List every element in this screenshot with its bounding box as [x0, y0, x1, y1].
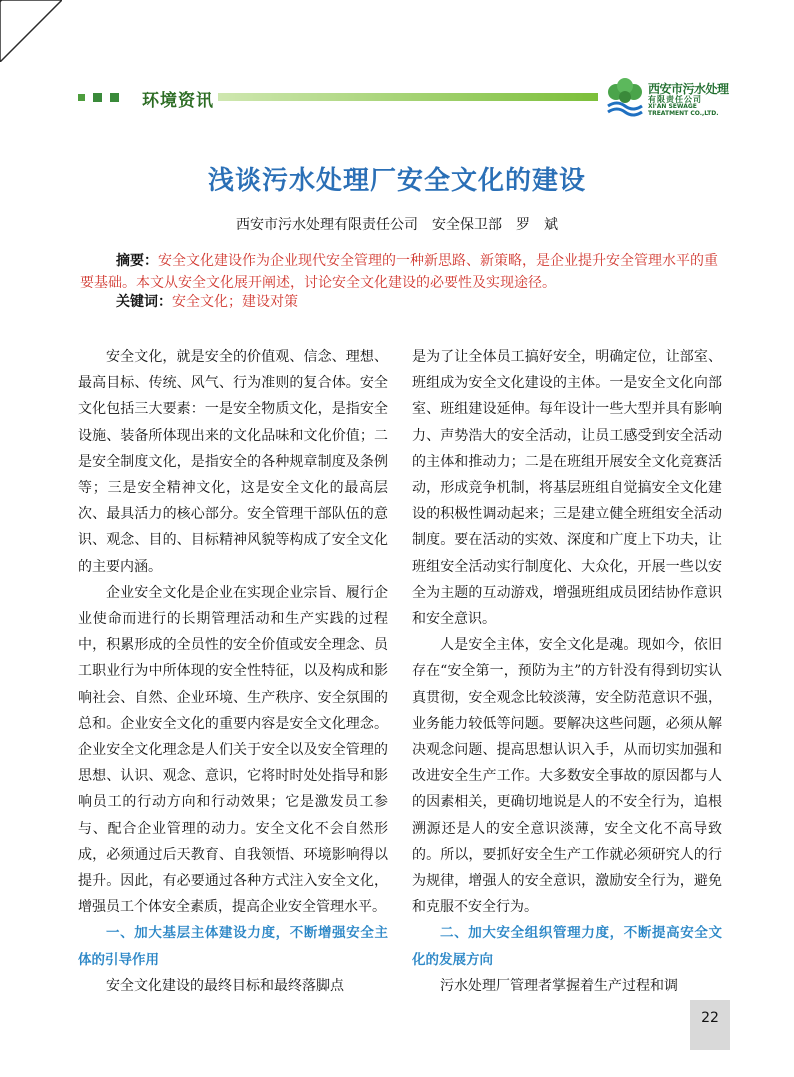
header-gradient-bar	[218, 93, 598, 101]
body-column-left	[78, 344, 388, 999]
header-decoration-squares	[78, 93, 119, 102]
body-paragraph: 安全文化建设的最终目标和最终落脚点	[106, 977, 344, 994]
article-title: 浅谈污水处理厂安全文化的建设	[207, 166, 586, 196]
logo-name-en	[648, 103, 718, 117]
company-logo	[604, 76, 754, 120]
body-column-right	[412, 344, 722, 999]
logo-name-cn-sub: 有限责任公司	[648, 95, 702, 104]
body-paragraph: 污水处理厂管理者掌握着生产过程和调	[440, 977, 678, 994]
corner-decoration	[0, 0, 62, 62]
abstract	[80, 250, 730, 294]
body-paragraph: 企业安全文化是企业在实现企业宗旨、履行企业使命而进行的长期管理活动和生产实践的过程中，积累形成的全员性的安全价值或安全理念、员工职业行为中所体现的安全性特征，以及构成和影响社会、自然、企业环境、生产秩序、安全氛围的总和。企业安全文化的重要内容是安全文化理念。企业安全文化理念是人们关于安全以及安全管理的思想、认识、观念、意识，它将时时处处指导和影响员工的行动方向和行动效果；它是激发员工参与、配合企业管理的动力。安全文化不会自然形成，必须通过后天教育、自我领悟、环境影响得以提升。因此，有必要通过各种方式注入安全文化，增强员工个体安全素质，提高企业安全管理水平。	[78, 584, 388, 916]
header-square	[78, 94, 85, 101]
keywords	[116, 292, 716, 312]
section-heading-1: 一、加大基层主体建设力度，不断增强安全主体的引导作用	[78, 925, 388, 968]
logo-name-en-line1: XI'AN SEWAGE	[648, 103, 697, 110]
section-title: 环境资讯	[142, 91, 214, 111]
article-byline: 西安市污水处理有限责任公司 安全保卫部 罗 斌	[236, 217, 558, 233]
keywords-text: 安全文化；建设对策	[172, 294, 298, 310]
header-square	[93, 93, 102, 102]
page-number: 22	[690, 1000, 730, 1050]
abstract-text: 安全文化建设作为企业现代安全管理的一种新思路、新策略，是企业提升安全管理水平的重要基础。本文从安全文化展开阐述，讨论安全文化建设的必要性及实现途径。	[80, 253, 718, 291]
keywords-label: 关键词：	[116, 294, 172, 310]
section-heading-2: 二、加大安全组织管理力度，不断提高安全文化的发展方向	[412, 925, 722, 968]
logo-name-cn: 西安市污水处理	[648, 82, 729, 96]
body-paragraph: 是为了让全体员工搞好安全，明确定位，让部室、班组成为安全文化建设的主体。一是安全文化向部室、班组建设延伸。每年设计一些大型并具有影响力、声势浩大的安全活动，让员工感受到安全活动的主体和推动力；二是在班组开展安全文化竞赛活动，形成竞争机制，将基层班组自觉搞安全文化建设的积极性调动起来；三是建立健全班组安全活动制度。要在活动的实效、深度和广度上下功夫，让班组安全活动实行制度化、大众化，开展一些以安全为主题的互动游戏，增强班组成员团结协作意识和安全意识。	[412, 349, 722, 628]
abstract-label: 摘要：	[116, 253, 158, 269]
body-paragraph: 安全文化，就是安全的价值观、信念、理想、最高目标、传统、风气、行为准则的复合体。安全文化包括三大要素：一是安全物质文化，是指安全设施、装备所体现出来的文化品味和文化价值；二是安全制度文化，是指安全的各种规章制度及条例等；三是安全精神文化，这是安全文化的最高层次、最具活力的核心部分。安全管理干部队伍的意识、观念、目的、目标精神风貌等构成了安全文化的主要内涵。	[78, 349, 388, 575]
logo-name-en-line2: TREATMENT CO.,LTD.	[648, 110, 719, 117]
header-square	[110, 93, 119, 102]
body-paragraph: 人是安全主体，安全文化是魂。现如今，依旧存在“安全第一，预防为主”的方针没有得到切实认真贯彻，安全观念比较淡薄，安全防范意识不强，业务能力较低等问题。要解决这些问题，必须从解决观念问题、提高思想认识入手，从而切实加强和改进安全生产工作。大多数安全事故的原因都与人的因素相关，更确切地说是人的不安全行为，追根溯源还是人的安全意识淡薄，安全文化不高导致的。所以，要抓好安全生产工作就必须研究人的行为规律，增强人的安全意识，激励安全行为，避免和克服不安全行为。	[412, 637, 722, 916]
logo-badge-icon	[604, 76, 646, 118]
